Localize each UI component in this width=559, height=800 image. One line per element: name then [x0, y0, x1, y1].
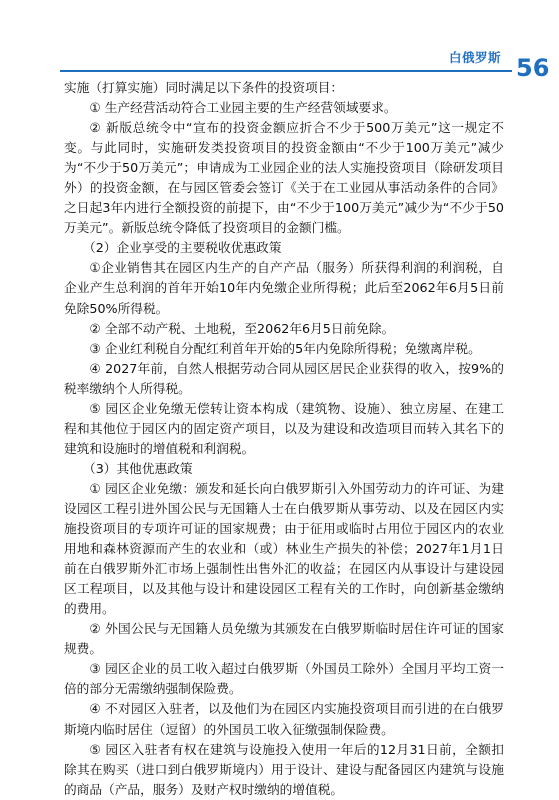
header-rule: [60, 70, 512, 72]
section-heading: （3）其他优惠政策: [83, 460, 193, 476]
paragraph: ③ 园区企业的员工收入超过白俄罗斯（外国员工除外）全国月平均工资一倍的部分无需缴纳强制保险费。: [64, 661, 504, 697]
paragraph: ② 全部不动产税、土地税，至2062年6月5日前免除。: [89, 320, 395, 336]
paragraph: ⑤ 园区入驻者有权在建筑与设施投入使用一年后的12月31日前，全额扣除其在购买（进口到白俄罗斯境内）用于设计、建设与配备园区内建筑与设施的商品（产品，服务）及财产权时缴纳的增值税。: [64, 741, 504, 797]
paragraph: ③ 企业红利税自分配红利首年开始的5年内免除所得税；免缴离岸税。: [89, 340, 481, 356]
page-header: [0, 0, 559, 80]
paragraph: ① 生产经营活动符合工业园主要的生产经营领域要求。: [89, 100, 397, 116]
section-heading: （2）企业享受的主要税收优惠政策: [83, 240, 282, 256]
page-number: 56: [516, 54, 550, 82]
body-text: [64, 78, 504, 800]
paragraph: 实施（打算实施）同时满足以下条件的投资项目：: [64, 80, 344, 95]
paragraph: ① 园区企业免缴：颁发和延长向白俄罗斯引入外国劳动力的许可证、为建设园区工程引进外国公民与无国籍人士在白俄罗斯从事劳动、以及在园区内实施投资项目的专项许可证的国家规费；由于征用或临时占用位于园区内的农业用地和森林资源而产生的农业和（或）林业生产损失的补偿；2027年1月1日前在白俄罗斯外汇市场上强制性出售外汇的收益；在园区内从事设计与建设园区工程项目，以及其他与设计和建设园区工程有关的工作时，向创新基金缴纳的费用。: [64, 480, 504, 617]
paragraph: ⑤ 园区企业免缴无偿转让资本构成（建筑物、设施）、独立房屋、在建工程和其他位于园区内的固定资产项目，以及为建设和改造项目而转入其名下的建筑和设施时的增值税和利润税。: [64, 400, 504, 456]
paragraph: ② 外国公民与无国籍人员免缴为其颁发在白俄罗斯临时居住许可证的国家规费。: [64, 621, 504, 657]
paragraph: ④ 不对园区入驻者，以及他们为在园区内实施投资项目而引进的在白俄罗斯境内临时居住（逗留）的外国员工收入征缴强制保险费。: [64, 701, 504, 737]
paragraph: ④ 2027年前，自然人根据劳动合同从园区居民企业获得的收入，按9%的税率缴纳个人所得税。: [64, 360, 504, 396]
paragraph: ①企业销售其在园区内生产的自产产品（服务）所获得利润的利润税，自企业产生总利润的首年开始10年内免缴企业所得税；此后至2062年6月5日前免除50%所得税。: [64, 260, 504, 316]
header-country: 白俄罗斯: [448, 50, 501, 65]
paragraph: ② 新版总统令中“宣布的投资金额应折合不少于500万美元”这一规定不变。与此同时，实施研发类投资项目的投资金额由“不少于100万美元”减少为“不少于50万美元”；申请成为工业园企业的法人实施投资项目（除研发项目外）的投资金额，在与园区管委会签订《关于在工业园从事活动条件的合同》之日起3年内进行全额投资的前提下，由“不少于100万美元”减少为“不少于50万美元”。新版总统令降低了投资项目的金额门槛。: [64, 120, 504, 236]
